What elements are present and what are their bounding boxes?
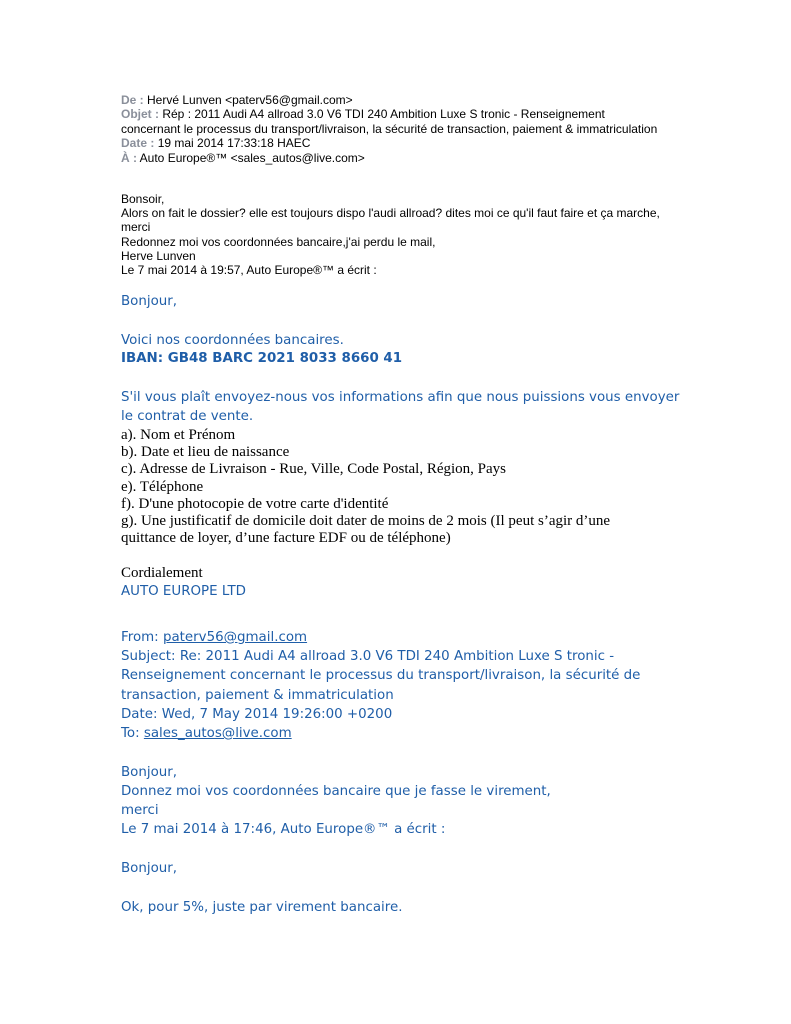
from-value: Hervé Lunven <paterv56@gmail.com> — [147, 93, 353, 107]
reply-greeting: Bonsoir, — [121, 192, 165, 206]
quoted2-greeting: Bonjour, — [121, 765, 178, 780]
quoted3-greeting: Bonjour, — [121, 861, 178, 876]
subject-row — [121, 107, 661, 136]
quoted2-line2: merci — [121, 803, 159, 818]
quoted3-final: Ok, pour 5%, juste par virement bancaire. — [121, 900, 403, 915]
request-line1: S'il vous plaît envoyez-nous vos informations afin que nous puissions vous envoyer — [121, 390, 680, 405]
to-email-link[interactable]: sales_autos@live.com — [143, 726, 292, 741]
list-item: f). D'une photocopie de votre carte d'identité — [121, 496, 389, 512]
quoted2-quote-intro: Le 7 mai 2014 à 17:46, Auto Europe®™ a écrit : — [121, 822, 446, 837]
quoted2-to-row — [121, 726, 292, 741]
reply-line2: merci — [121, 220, 151, 235]
from-label: De : — [121, 93, 144, 107]
to-row — [121, 151, 661, 165]
reply-body — [121, 192, 661, 277]
list-item: b). Date et lieu de naissance — [121, 444, 290, 460]
list-item: a). Nom et Prénom — [121, 427, 236, 443]
from-row — [121, 93, 661, 107]
date-row — [121, 136, 661, 150]
quoted2-from-row — [121, 630, 307, 645]
iban-line: IBAN: GB48 BARC 2021 8033 8660 41 — [121, 351, 403, 366]
date-label: Date : — [121, 136, 155, 151]
request-line2: le contrat de vente. — [121, 409, 254, 424]
from-email-link[interactable]: paterv56@gmail.com — [162, 630, 308, 645]
quoted2-from-label: From: — [121, 630, 163, 645]
reply-signature: Herve Lunven — [121, 248, 196, 263]
reply-line3: Redonnez moi vos coordonnées bancaire,j'ai perdu le mail, — [121, 234, 436, 249]
quoted2-date: Date: Wed, 7 May 2014 19:26:00 +0200 — [121, 707, 393, 722]
closing: Cordialement — [121, 565, 203, 581]
to-value: Auto Europe®™ <sales_autos@live.com> — [139, 150, 365, 165]
bank-intro: Voici nos coordonnées bancaires. — [121, 333, 344, 348]
subject-value: Rép : 2011 Audi A4 allroad 3.0 V6 TDI 240 Ambition Luxe S tronic - Renseignement concernant le processus du transport/livraison, la sécurité de transaction, paiement & immatriculation — [121, 107, 658, 136]
quoted2-line1: Donnez moi vos coordonnées bancaire que je fasse le virement, — [121, 784, 551, 799]
list-item: g). Une justificatif de domicile doit dater de moins de 2 mois (Il peut s’agir d’une — [121, 513, 611, 529]
date-value: 19 mai 2014 17:33:18 HAEC — [157, 136, 311, 151]
list-item: e). Téléphone — [121, 479, 204, 495]
company-name: AUTO EUROPE LTD — [121, 584, 246, 599]
reply-quote-intro: Le 7 mai 2014 à 19:57, Auto Europe®™ a écrit : — [121, 263, 377, 278]
email-header — [121, 93, 661, 165]
list-item: quittance de loyer, d’une facture EDF ou de téléphone) — [121, 530, 451, 546]
list-item: c). Adresse de Livraison - Rue, Ville, Code Postal, Région, Pays — [121, 461, 507, 477]
quoted2-subject-line3: transaction, paiement & immatriculation — [121, 688, 394, 703]
quoted2-subject-line1: Subject: Re: 2011 Audi A4 allroad 3.0 V6 TDI 240 Ambition Luxe S tronic - — [121, 649, 615, 664]
quoted2-subject-line2: Renseignement concernant le processus du transport/livraison, la sécurité de — [121, 668, 641, 683]
quoted2-to-label: To: — [121, 726, 144, 741]
subject-label: Objet : — [121, 107, 159, 122]
quoted1-greeting: Bonjour, — [121, 294, 178, 309]
to-label: À : — [121, 150, 137, 165]
reply-line1: Alors on fait le dossier? elle est toujours dispo l'audi allroad? dites moi ce qu'il faut faire et ça marche, — [121, 206, 660, 221]
